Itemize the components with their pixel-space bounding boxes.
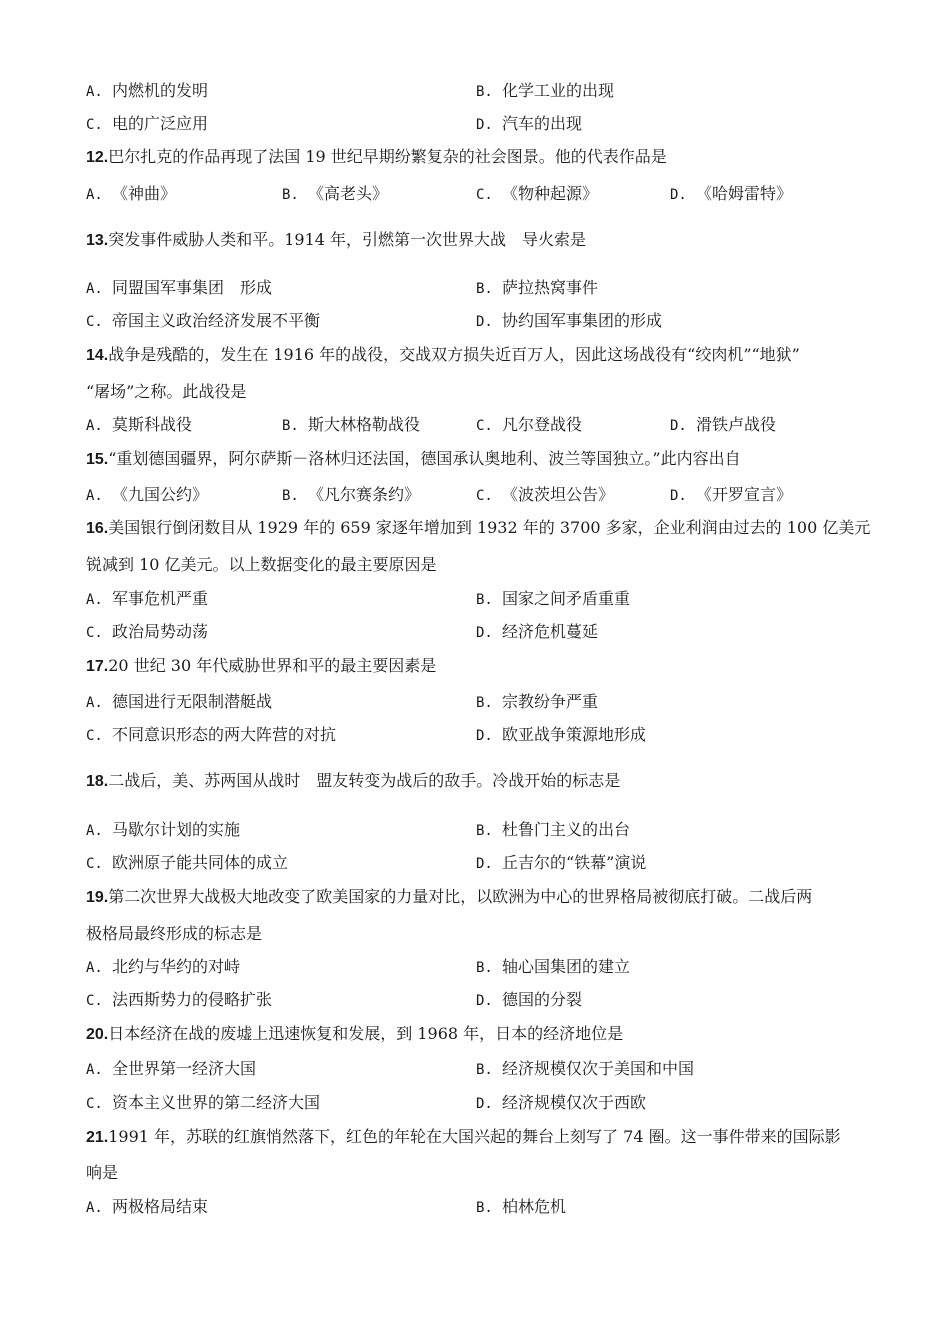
option-d[interactable]: D. 丘吉尔的“铁幕”演说 <box>476 853 647 872</box>
question-number: 18. <box>86 773 109 790</box>
option-c[interactable]: C. 凡尔登战役 <box>476 415 583 434</box>
option-a[interactable]: A. 内燃机的发明 <box>86 81 209 100</box>
q19-stem-continued: 极格局最终形成的标志是 <box>86 924 263 943</box>
option-b[interactable]: B. 经济规模仅次于美国和中国 <box>476 1059 695 1078</box>
q21-stem: 21.1991 年，苏联的红旗悄然落下，红色的年轮在大国兴起的舞台上刻写了 74 圈。这一事件带来的国际影 <box>86 1127 841 1146</box>
option-a[interactable]: A. 马歇尔计划的实施 <box>86 820 241 839</box>
option-b[interactable]: B. 宗教纷争严重 <box>476 692 599 711</box>
q13-stem: 13.突发事件威胁人类和平。1914 年，引燃第一次世界大战 导火索是 <box>86 230 587 249</box>
q15-stem: 15.“重划德国疆界，阿尔萨斯－洛林归还法国，德国承认奥地利、波兰等国独立。”此内容出自 <box>86 449 741 468</box>
question-number: 16. <box>86 520 109 537</box>
q17-stem: 17.20 世纪 30 年代威胁世界和平的最主要因素是 <box>86 656 437 675</box>
option-b[interactable]: B. 萨拉热窝事件 <box>476 278 599 297</box>
option-b[interactable]: B. 斯大林格勒战役 <box>282 415 421 434</box>
option-c[interactable]: C. 《物种起源》 <box>476 184 599 203</box>
option-c[interactable]: C. 《波茨坦公告》 <box>476 485 615 504</box>
question-number: 19. <box>86 889 109 906</box>
option-b[interactable]: B. 柏林危机 <box>476 1197 567 1216</box>
q14-stem-continued: “屠场”之称。此战役是 <box>86 382 247 401</box>
option-a[interactable]: A. 北约与华约的对峙 <box>86 957 241 976</box>
q16-stem-continued: 锐减到 10 亿美元。以上数据变化的最主要原因是 <box>86 555 437 574</box>
option-a[interactable]: A. 两极格局结束 <box>86 1197 209 1216</box>
option-d[interactable]: D. 德国的分裂 <box>476 990 583 1009</box>
option-a[interactable]: A. 《神曲》 <box>86 184 177 203</box>
q21-stem-continued: 响是 <box>86 1163 119 1182</box>
question-number: 14. <box>86 347 109 364</box>
option-b[interactable]: B. 《凡尔赛条约》 <box>282 485 421 504</box>
q19-stem: 19.第二次世界大战极大地改变了欧美国家的力量对比，以欧洲为中心的世界格局被彻底打破。二战后两 <box>86 887 813 906</box>
option-a[interactable]: A. 《九国公约》 <box>86 485 209 504</box>
q18-stem: 18.二战后，美、苏两国从战时 盟友转变为战后的敌手。冷战开始的标志是 <box>86 771 621 790</box>
q12-stem: 12.巴尔扎克的作品再现了法国 19 世纪早期纷繁复杂的社会图景。他的代表作品是 <box>86 147 667 166</box>
option-a[interactable]: A. 军事危机严重 <box>86 589 209 608</box>
question-number: 12. <box>86 149 109 166</box>
option-c[interactable]: C. 不同意识形态的两大阵营的对抗 <box>86 725 337 744</box>
question-number: 15. <box>86 451 109 468</box>
question-number: 13. <box>86 232 109 249</box>
option-a[interactable]: A. 德国进行无限制潜艇战 <box>86 692 273 711</box>
option-b[interactable]: B. 轴心国集团的建立 <box>476 957 631 976</box>
option-d[interactable]: D. 《开罗宣言》 <box>670 485 793 504</box>
question-number: 21. <box>86 1129 109 1146</box>
option-d[interactable]: D. 经济规模仅次于西欧 <box>476 1093 647 1112</box>
option-c[interactable]: C. 资本主义世界的第二经济大国 <box>86 1093 321 1112</box>
option-c[interactable]: C. 政治局势动荡 <box>86 622 209 641</box>
q14-stem: 14.战争是残酷的，发生在 1916 年的战役，交战双方损失近百万人，因此这场战役有“绞肉机”“地狱” <box>86 345 800 364</box>
option-d[interactable]: D. 滑铁卢战役 <box>670 415 777 434</box>
option-d[interactable]: D. 《哈姆雷特》 <box>670 184 793 203</box>
option-b[interactable]: B. 《高老头》 <box>282 184 389 203</box>
option-a[interactable]: A. 全世界第一经济大国 <box>86 1059 257 1078</box>
option-c[interactable]: C. 法西斯势力的侵略扩张 <box>86 990 273 1009</box>
question-number: 17. <box>86 658 109 675</box>
question-number: 20. <box>86 1026 109 1043</box>
option-c[interactable]: C. 帝国主义政治经济发展不平衡 <box>86 311 321 330</box>
option-d[interactable]: D. 汽车的出现 <box>476 114 583 133</box>
option-b[interactable]: B. 国家之间矛盾重重 <box>476 589 631 608</box>
option-d[interactable]: D. 欧亚战争策源地形成 <box>476 725 647 744</box>
option-d[interactable]: D. 协约国军事集团的形成 <box>476 311 663 330</box>
option-a[interactable]: A. 莫斯科战役 <box>86 415 193 434</box>
q20-stem: 20.日本经济在战的废墟上迅速恢复和发展，到 1968 年，日本的经济地位是 <box>86 1024 624 1043</box>
q16-stem: 16.美国银行倒闭数目从 1929 年的 659 家逐年增加到 1932 年的 3700 多家，企业利润由过去的 100 亿美元 <box>86 518 871 537</box>
option-a[interactable]: A. 同盟国军事集团 形成 <box>86 278 273 297</box>
option-b[interactable]: B. 杜鲁门主义的出台 <box>476 820 631 839</box>
option-b[interactable]: B. 化学工业的出现 <box>476 81 615 100</box>
option-d[interactable]: D. 经济危机蔓延 <box>476 622 599 641</box>
option-c[interactable]: C. 欧洲原子能共同体的成立 <box>86 853 289 872</box>
option-c[interactable]: C. 电的广泛应用 <box>86 114 209 133</box>
